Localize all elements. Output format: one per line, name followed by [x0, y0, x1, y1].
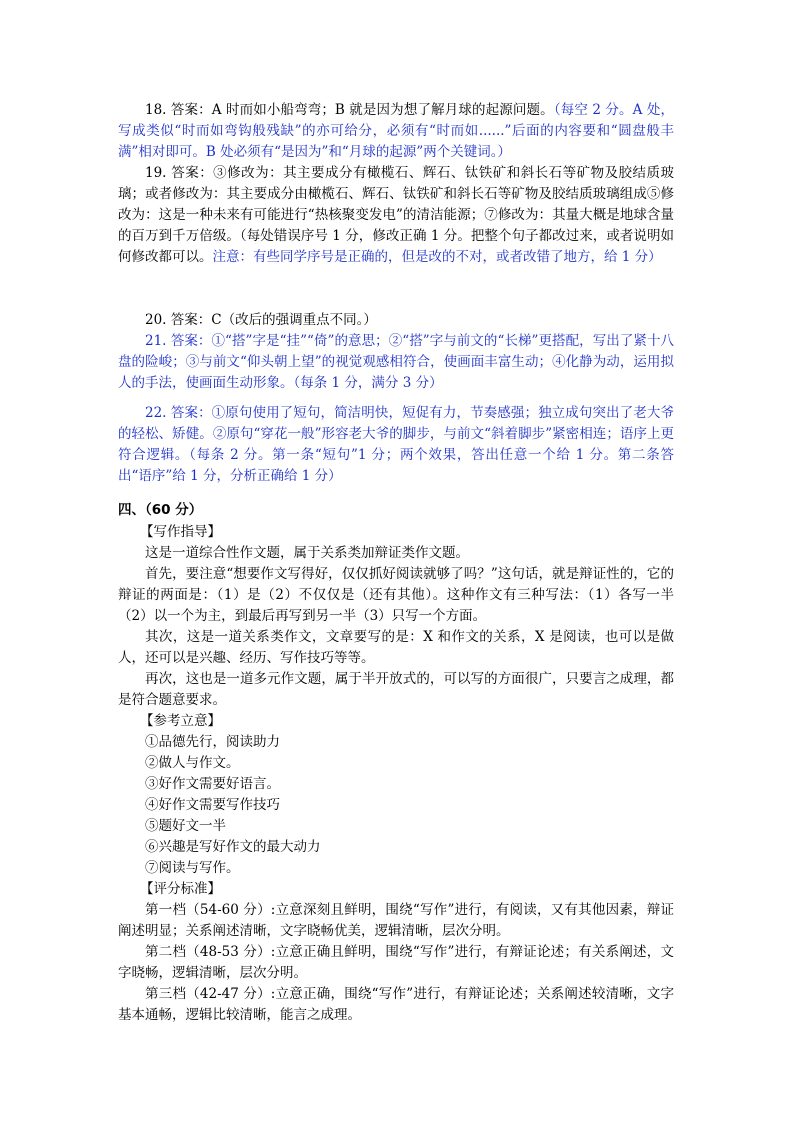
- answer-18-note: （每空 2 分。A 处，写成类似“时而如弯钩般残缺”的亦可给分，必须有“时而如......”后面的内容要和“圆盘般丰满”相对即可。B 处必须有“是因为”和“月球的起源”两个关键词。）: [118, 102, 674, 160]
- idea-item: ⑦阅读与写作。: [145, 860, 240, 876]
- answer-19-text: 19. 答案：③修改为：其主要成分有橄榄石、辉石、钛铁矿和斜长石等矿物及胶结质玻璃；或者修改为：其主要成分由橄榄石、辉石、钛铁矿和斜长石等矿物及胶结质玻璃组成⑤修改为：这是一种未来有可能进行“热核聚变发电”的清洁能源；⑦修改为：其量大概是地球含量的百万到千万倍级。（每处错误序号 1 分，修改正确 1 分。把整个句子都改过来，或者说明如何修改都可以。: [118, 165, 674, 265]
- criteria-tier: 第三档（42-47 分）:立意正确，围绕“写作”进行，有辩证论述；关系阐述较清晰，文字基本通畅，逻辑比较清晰，能言之成理。: [118, 986, 674, 1023]
- idea-item: ③好作文需要好语言。: [145, 776, 280, 792]
- answer-19: [118, 163, 674, 268]
- idea-item: ⑥兴趣是写好作文的最大动力: [145, 839, 321, 855]
- idea-item: ⑤题好文一半: [145, 818, 226, 834]
- writing-guide-heading: 【写作指导】: [140, 524, 221, 540]
- idea-item: ②做人与作文。: [145, 755, 240, 771]
- idea-item: ④好作文需要写作技巧: [145, 797, 280, 813]
- answer-21: 21. 答案：①“搭”字是“挂”“倚”的意思；②“搭”字与前文的“长梯”更搭配，写出了紧十八盘的险峻；③与前文“仰头朝上望”的视觉观感相符合，使画面丰富生动；④化静为动，运用拟人的手法，使画面生动形象。（每条 1 分，满分 3 分）: [118, 333, 674, 391]
- criteria-tier: 第一档（54-60 分）:立意深刻且鲜明，围绕“写作”进行，有阅读，又有其他因素，辩证阐述明显；关系阐述清晰，文字晓畅优美，逻辑清晰，层次分明。: [118, 902, 674, 939]
- answer-22: 22. 答案：①原句使用了短句，简洁明快，短促有力，节奏感强；独立成句突出了老大爷的轻松、矫健。②原句“穿花一般”形容老大爷的脚步，与前文“斜着脚步”紧密相连；语序上更符合逻辑。（每条 2 分。第一条“短句”1 分；两个效果，答出任意一个给 1 分。第二条答出“语序”给 1 分，分析正确给 1 分）: [118, 405, 674, 484]
- guide-paragraph: 这是一道综合性作文题，属于关系类加辩证类作文题。: [145, 545, 469, 561]
- reference-ideas-heading: 【参考立意】: [140, 713, 221, 729]
- criteria-tier: 第二档（48-53 分）:立意正确且鲜明，围绕“写作”进行，有辩证论述；有关系阐述，文字晓畅，逻辑清晰，层次分明。: [118, 944, 674, 981]
- guide-paragraph: 其次，这是一道关系类作文，文章要写的是：X 和作文的关系，X 是阅读，也可以是做人，还可以是兴趣、经历、写作技巧等等。: [118, 629, 674, 666]
- guide-paragraph: 再次，这也是一道多元作文题，属于半开放式的，可以写的方面很广，只要言之成理，都是符合题意要求。: [118, 671, 674, 708]
- answer-19-note: 注意：有些同学序号是正确的，但是改的不对，或者改错了地方，给 1 分）: [212, 249, 662, 265]
- scoring-criteria-heading: 【评分标准】: [140, 881, 221, 897]
- answer-18: [118, 100, 674, 163]
- idea-item: ①品德先行，阅读助力: [145, 734, 280, 750]
- section-four-title: 四、（60 分）: [118, 502, 203, 518]
- guide-paragraph: 首先，要注意“想要作文写得好，仅仅抓好阅读就够了吗？”这句话，就是辩证性的，它的辩证的两面是：（1）是（2）不仅仅是（还有其他）。这种作文有三种写法：（1）各写一半（2）以一个为主，到最后再写到另一半（3）只写一个方面。: [118, 566, 674, 624]
- answer-20: 20. 答案：C（改后的强调重点不同。）: [145, 312, 377, 328]
- answer-18-text: 18. 答案：A 时而如小船弯弯；B 就是因为想了解月球的起源问题。: [145, 102, 554, 118]
